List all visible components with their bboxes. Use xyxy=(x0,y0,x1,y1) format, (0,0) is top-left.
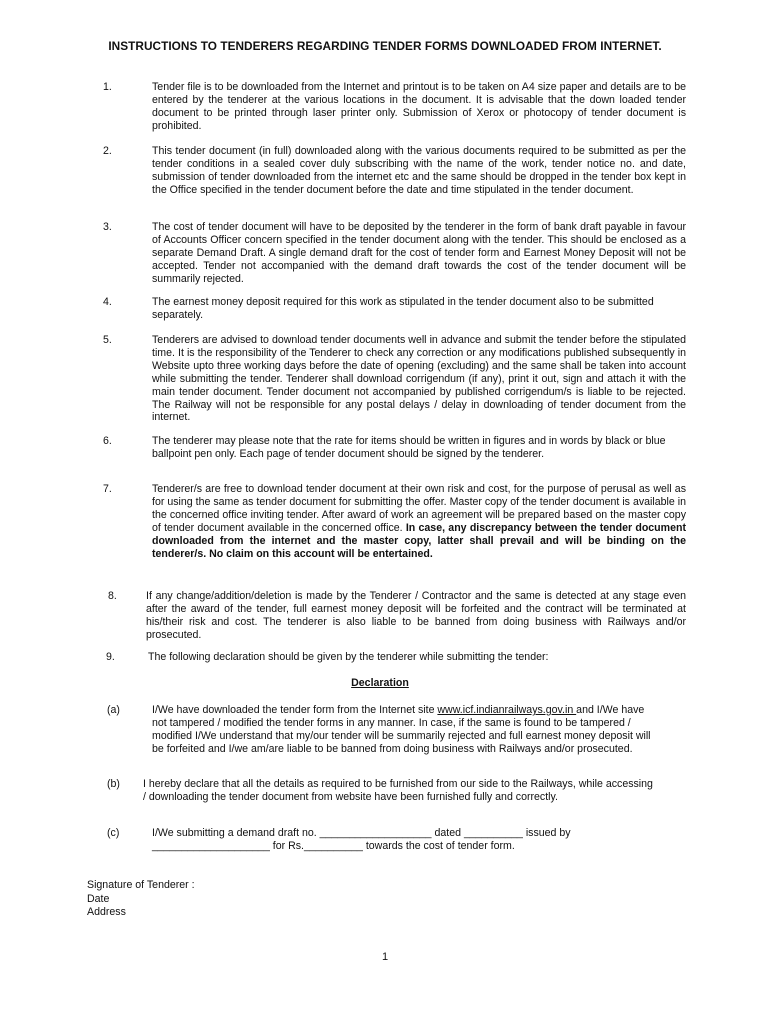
page-number: 1 xyxy=(381,951,389,963)
item-number: 1. xyxy=(103,81,112,93)
item-text: The following declaration should be given by the tenderer while submitting the tender: xyxy=(148,651,549,663)
item-text xyxy=(143,778,658,804)
date-label: Date xyxy=(87,893,110,905)
declaration-a-pre: I/We have downloaded the tender form from the Internet site xyxy=(152,704,438,716)
item-number: 3. xyxy=(103,221,112,233)
item-number: 6. xyxy=(103,435,112,447)
declaration-heading: Declaration xyxy=(351,677,409,689)
item-number: 9. xyxy=(106,651,115,663)
item-text xyxy=(152,827,672,853)
signature-label: Signature of Tenderer : xyxy=(87,879,195,891)
declaration-c-line1: I/We submitting a demand draft no. ___________________ dated __________ issued by xyxy=(152,827,571,839)
item-text: This tender document (in full) downloaded along with the various documents required to be submitted as per the tender conditions in a sealed cover duly subscribing with the name of the work, tender notice no. and date, submission of tender downloaded from the internet etc and the same should be dropped in the tender box kept in the Office specified in the tender document before the date and time stipulated in the tender document. xyxy=(152,145,686,196)
item-number: (a) xyxy=(107,704,120,716)
declaration-c-line2: ____________________ for Rs.__________ towards the cost of tender form. xyxy=(152,839,515,852)
website-link[interactable]: www.icf.indianrailways.gov.in xyxy=(437,704,577,716)
address-label: Address xyxy=(87,906,126,918)
item-number: 7. xyxy=(103,483,112,495)
item-number: 4. xyxy=(103,296,112,308)
item-number: (c) xyxy=(107,827,120,839)
declaration-b-text: I hereby declare that all the details as required to be furnished from our side to the Railways, while accessing / downloading the tender document from website have been furnished fully and correctly. xyxy=(143,778,653,803)
item-number: 2. xyxy=(103,145,112,157)
item-number: (b) xyxy=(107,778,120,790)
item-text-regular: Tenderer/s are free to download tender document at their own risk and cost, for the purpose of perusal as well as for using the same as tender document for submitting the offer. Master copy of the tender document is available in the concerned office inviting tender. After award of work an agreement will be prepared based on the master copy of tender document available in the concerned office. xyxy=(152,483,686,534)
item-text xyxy=(152,483,686,560)
document-title: INSTRUCTIONS TO TENDERERS REGARDING TENDER FORMS DOWNLOADED FROM INTERNET. xyxy=(108,39,662,53)
item-text xyxy=(152,704,652,756)
declaration-a-post: and I/We have not tampered / modified the tender forms in any manner. In case, if the same is found to be tampered / modified I/We understand that my/our tender will be summarily rejected and full earnest money deposit will be forfeited and I/we am/are liable to be banned from doing business with Railways and/or prosecuted. xyxy=(152,704,651,755)
item-text-bold: In case, any discrepancy between the tender document downloaded from the internet and the master copy, latter shall prevail and will be binding on the tenderer/s. No claim on this account will be entertained. xyxy=(152,521,686,560)
item-text: Tenderers are advised to download tender documents well in advance and submit the tender before the stipulated time. It is the responsibility of the Tenderer to check any correction or any modifications published subsequently in Website upto three working days before the date of opening (excluding) and the same shall be taken into account while submitting the tender. Tenderer shall download corrigendum (if any), print it out, sign and attach it with the main tender document. Tender document not accompanied by published corrigendum/s is liable to be rejected. The Railway will not be responsible for any postal delays / delay in downloading of tender document from the internet. xyxy=(152,334,686,424)
item-text: Tender file is to be downloaded from the Internet and printout is to be taken on A4 size paper and details are to be entered by the tenderer at the various locations in the document. It is advisable that the down loaded tender document to be printed through laser printer only. Submission of Xerox or photocopy of tender document is prohibited. xyxy=(152,81,686,132)
item-text: The earnest money deposit required for this work as stipulated in the tender document also to be submitted separately. xyxy=(152,296,654,321)
item-text: If any change/addition/deletion is made by the Tenderer / Contractor and the same is detected at any stage even after the award of the tender, full earnest money deposit will be forfeited and the contract will be terminated at his/their risk and cost. The tenderer is also liable to be banned from doing business with Railways and/or prosecuted. xyxy=(146,590,686,641)
item-text: The cost of tender document will have to be deposited by the tenderer in the form of bank draft payable in favour of Accounts Officer concern specified in the tender document along with the tender. This should be enclosed as a separate Demand Draft. A single demand draft for the cost of tender form and Earnest Money Deposit will not be accepted. Tender not accompanied with the demand draft towards the cost of the tender document will be summarily rejected. xyxy=(152,221,686,285)
item-text: The tenderer may please note that the rate for items should be written in figures and in words by black or blue ballpoint pen only. Each page of tender document should be signed by the tenderer. xyxy=(152,435,666,460)
item-number: 5. xyxy=(103,334,112,346)
item-number: 8. xyxy=(108,590,117,602)
